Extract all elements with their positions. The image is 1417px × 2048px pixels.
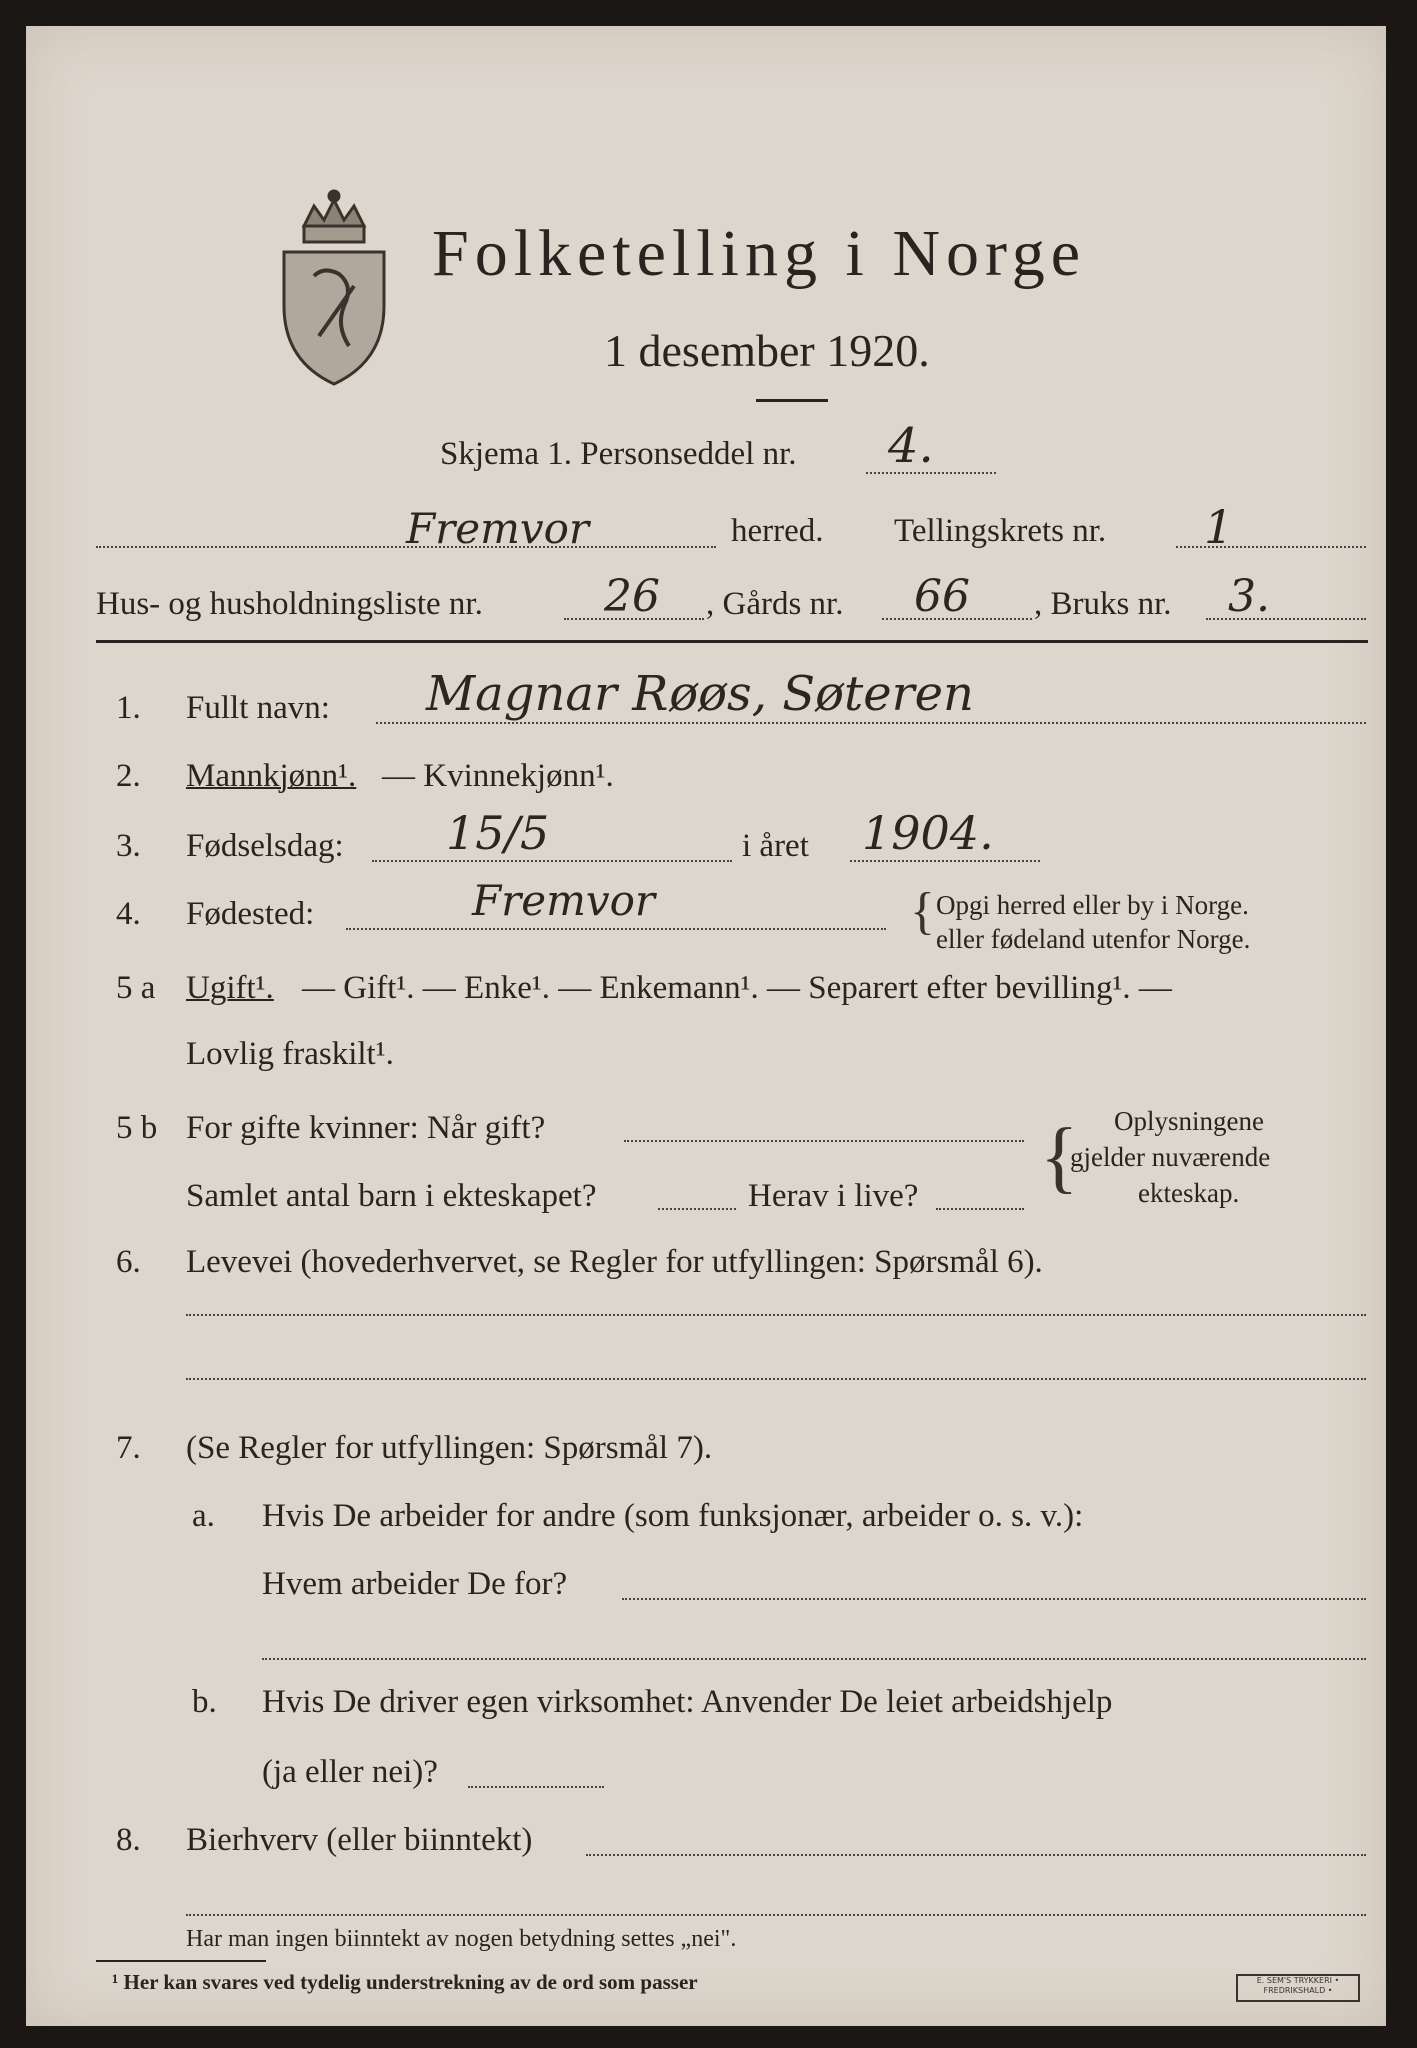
bruks-label: , Bruks nr.: [1034, 586, 1172, 622]
marriage-note-line3: ekteskap.: [1138, 1178, 1240, 1208]
q6-number: 6.: [116, 1244, 141, 1280]
q2-number: 2.: [116, 758, 141, 794]
birthday-field[interactable]: [372, 860, 732, 862]
form-title: Folketelling i Norge: [432, 217, 1087, 290]
bruks-value: 3.: [1228, 571, 1270, 622]
occupation-field-1[interactable]: [186, 1314, 1366, 1316]
side-income-field-1[interactable]: [586, 1854, 1366, 1856]
ugift-option[interactable]: Ugift¹.: [186, 970, 274, 1006]
q5b-label-alive: Herav i live?: [748, 1178, 919, 1214]
footnote-rule: [96, 1960, 266, 1962]
skjema-label: Skjema 1. Personseddel nr.: [440, 436, 797, 472]
q4-number: 4.: [116, 896, 141, 932]
married-when-field[interactable]: [624, 1140, 1024, 1142]
hired-help-field[interactable]: [468, 1786, 604, 1788]
lovlig-fraskilt-option[interactable]: Lovlig fraskilt¹.: [186, 1036, 394, 1072]
marriage-note-brace: {: [1040, 1113, 1079, 1201]
q3-number: 3.: [116, 828, 141, 864]
herred-value: Fremvor: [406, 504, 589, 553]
year-label: i året: [742, 828, 809, 864]
birthplace-field[interactable]: [346, 928, 886, 930]
personseddel-value: 4.: [888, 418, 934, 474]
printer-stamp: E. SEM'S TRYKKERI • FREDRIKSHALD •: [1236, 1974, 1360, 2002]
norwegian-coat-of-arms-icon: [264, 186, 404, 386]
q6-label: Levevei (hovederhvervet, se Regler for utfyllingen: Spørsmål 6).: [186, 1244, 1043, 1280]
q3-label: Fødselsdag:: [186, 828, 344, 864]
kvinnekjonn-option[interactable]: — Kvinnekjønn¹.: [382, 758, 614, 794]
children-count-field[interactable]: [658, 1208, 736, 1210]
full-name-field[interactable]: [376, 722, 1366, 724]
gards-value: 66: [914, 571, 970, 622]
tellingskrets-label: Tellingskrets nr.: [894, 513, 1107, 549]
census-form-page: [26, 26, 1386, 2026]
gards-label: , Gårds nr.: [706, 586, 844, 622]
q7-number: 7.: [116, 1430, 141, 1466]
footer-note: Har man ingen biinntekt av nogen betydning settes „nei".: [186, 1926, 737, 1952]
birthplace-value: Fremvor: [472, 876, 655, 925]
q7a-text2: Hvem arbeider De for?: [262, 1566, 568, 1602]
birth-year-field[interactable]: [850, 860, 1040, 862]
q7b-text2: (ja eller nei)?: [262, 1754, 438, 1790]
employer-field-1[interactable]: [622, 1598, 1366, 1600]
occupation-field-2[interactable]: [186, 1378, 1366, 1380]
q5b-number: 5 b: [116, 1110, 158, 1146]
q8-number: 8.: [116, 1822, 141, 1858]
children-alive-field[interactable]: [936, 1208, 1024, 1210]
q8-label: Bierhverv (eller biinntekt): [186, 1822, 533, 1858]
marriage-note-line2: gjelder nuværende: [1070, 1142, 1271, 1172]
q4-label: Fødested:: [186, 896, 315, 932]
footnote: ¹ Her kan svares ved tydelig understrekning av de ord som passer: [112, 1970, 698, 1994]
q7a-text: Hvis De arbeider for andre (som funksjonær, arbeider o. s. v.):: [262, 1498, 1084, 1534]
q7a-letter: a.: [192, 1498, 215, 1534]
q1-label: Fullt navn:: [186, 690, 330, 726]
q7b-letter: b.: [192, 1684, 217, 1720]
q5b-label-married: For gifte kvinner: Når gift?: [186, 1110, 546, 1146]
mannkjonn-option[interactable]: Mannkjønn¹.: [186, 758, 357, 794]
birthplace-note-line2: eller fødeland utenfor Norge.: [936, 924, 1251, 954]
side-income-field-2[interactable]: [186, 1914, 1366, 1916]
birthplace-note-brace: {: [910, 883, 935, 940]
q5a-number: 5 a: [116, 970, 156, 1006]
q7-label: (Se Regler for utfyllingen: Spørsmål 7).: [186, 1430, 713, 1466]
hus-value: 26: [604, 571, 660, 622]
census-date: 1 desember 1920.: [604, 325, 930, 376]
birthplace-note-line1: Opgi herred eller by i Norge.: [936, 890, 1249, 920]
header-separator: [96, 640, 1368, 643]
hus-label: Hus- og husholdningsliste nr.: [96, 586, 483, 622]
marital-status-options[interactable]: — Gift¹. — Enke¹. — Enkemann¹. — Separert efter bevilling¹. —: [302, 970, 1172, 1006]
herred-label: herred.: [731, 513, 824, 549]
q1-number: 1.: [116, 690, 141, 726]
q7b-text: Hvis De driver egen virksomhet: Anvender De leiet arbeidshjelp: [262, 1684, 1113, 1720]
q5b-label-children: Samlet antal barn i ekteskapet?: [186, 1178, 597, 1214]
birthday-value: 15/5: [446, 806, 550, 860]
employer-field-2[interactable]: [262, 1658, 1366, 1660]
title-divider: [756, 399, 828, 402]
marriage-note-line1: Oplysningene: [1114, 1106, 1264, 1136]
birth-year-value: 1904.: [862, 806, 994, 860]
tellingskrets-value: 1: [1204, 500, 1234, 554]
full-name-value: Magnar Røøs, Søteren: [426, 666, 974, 722]
